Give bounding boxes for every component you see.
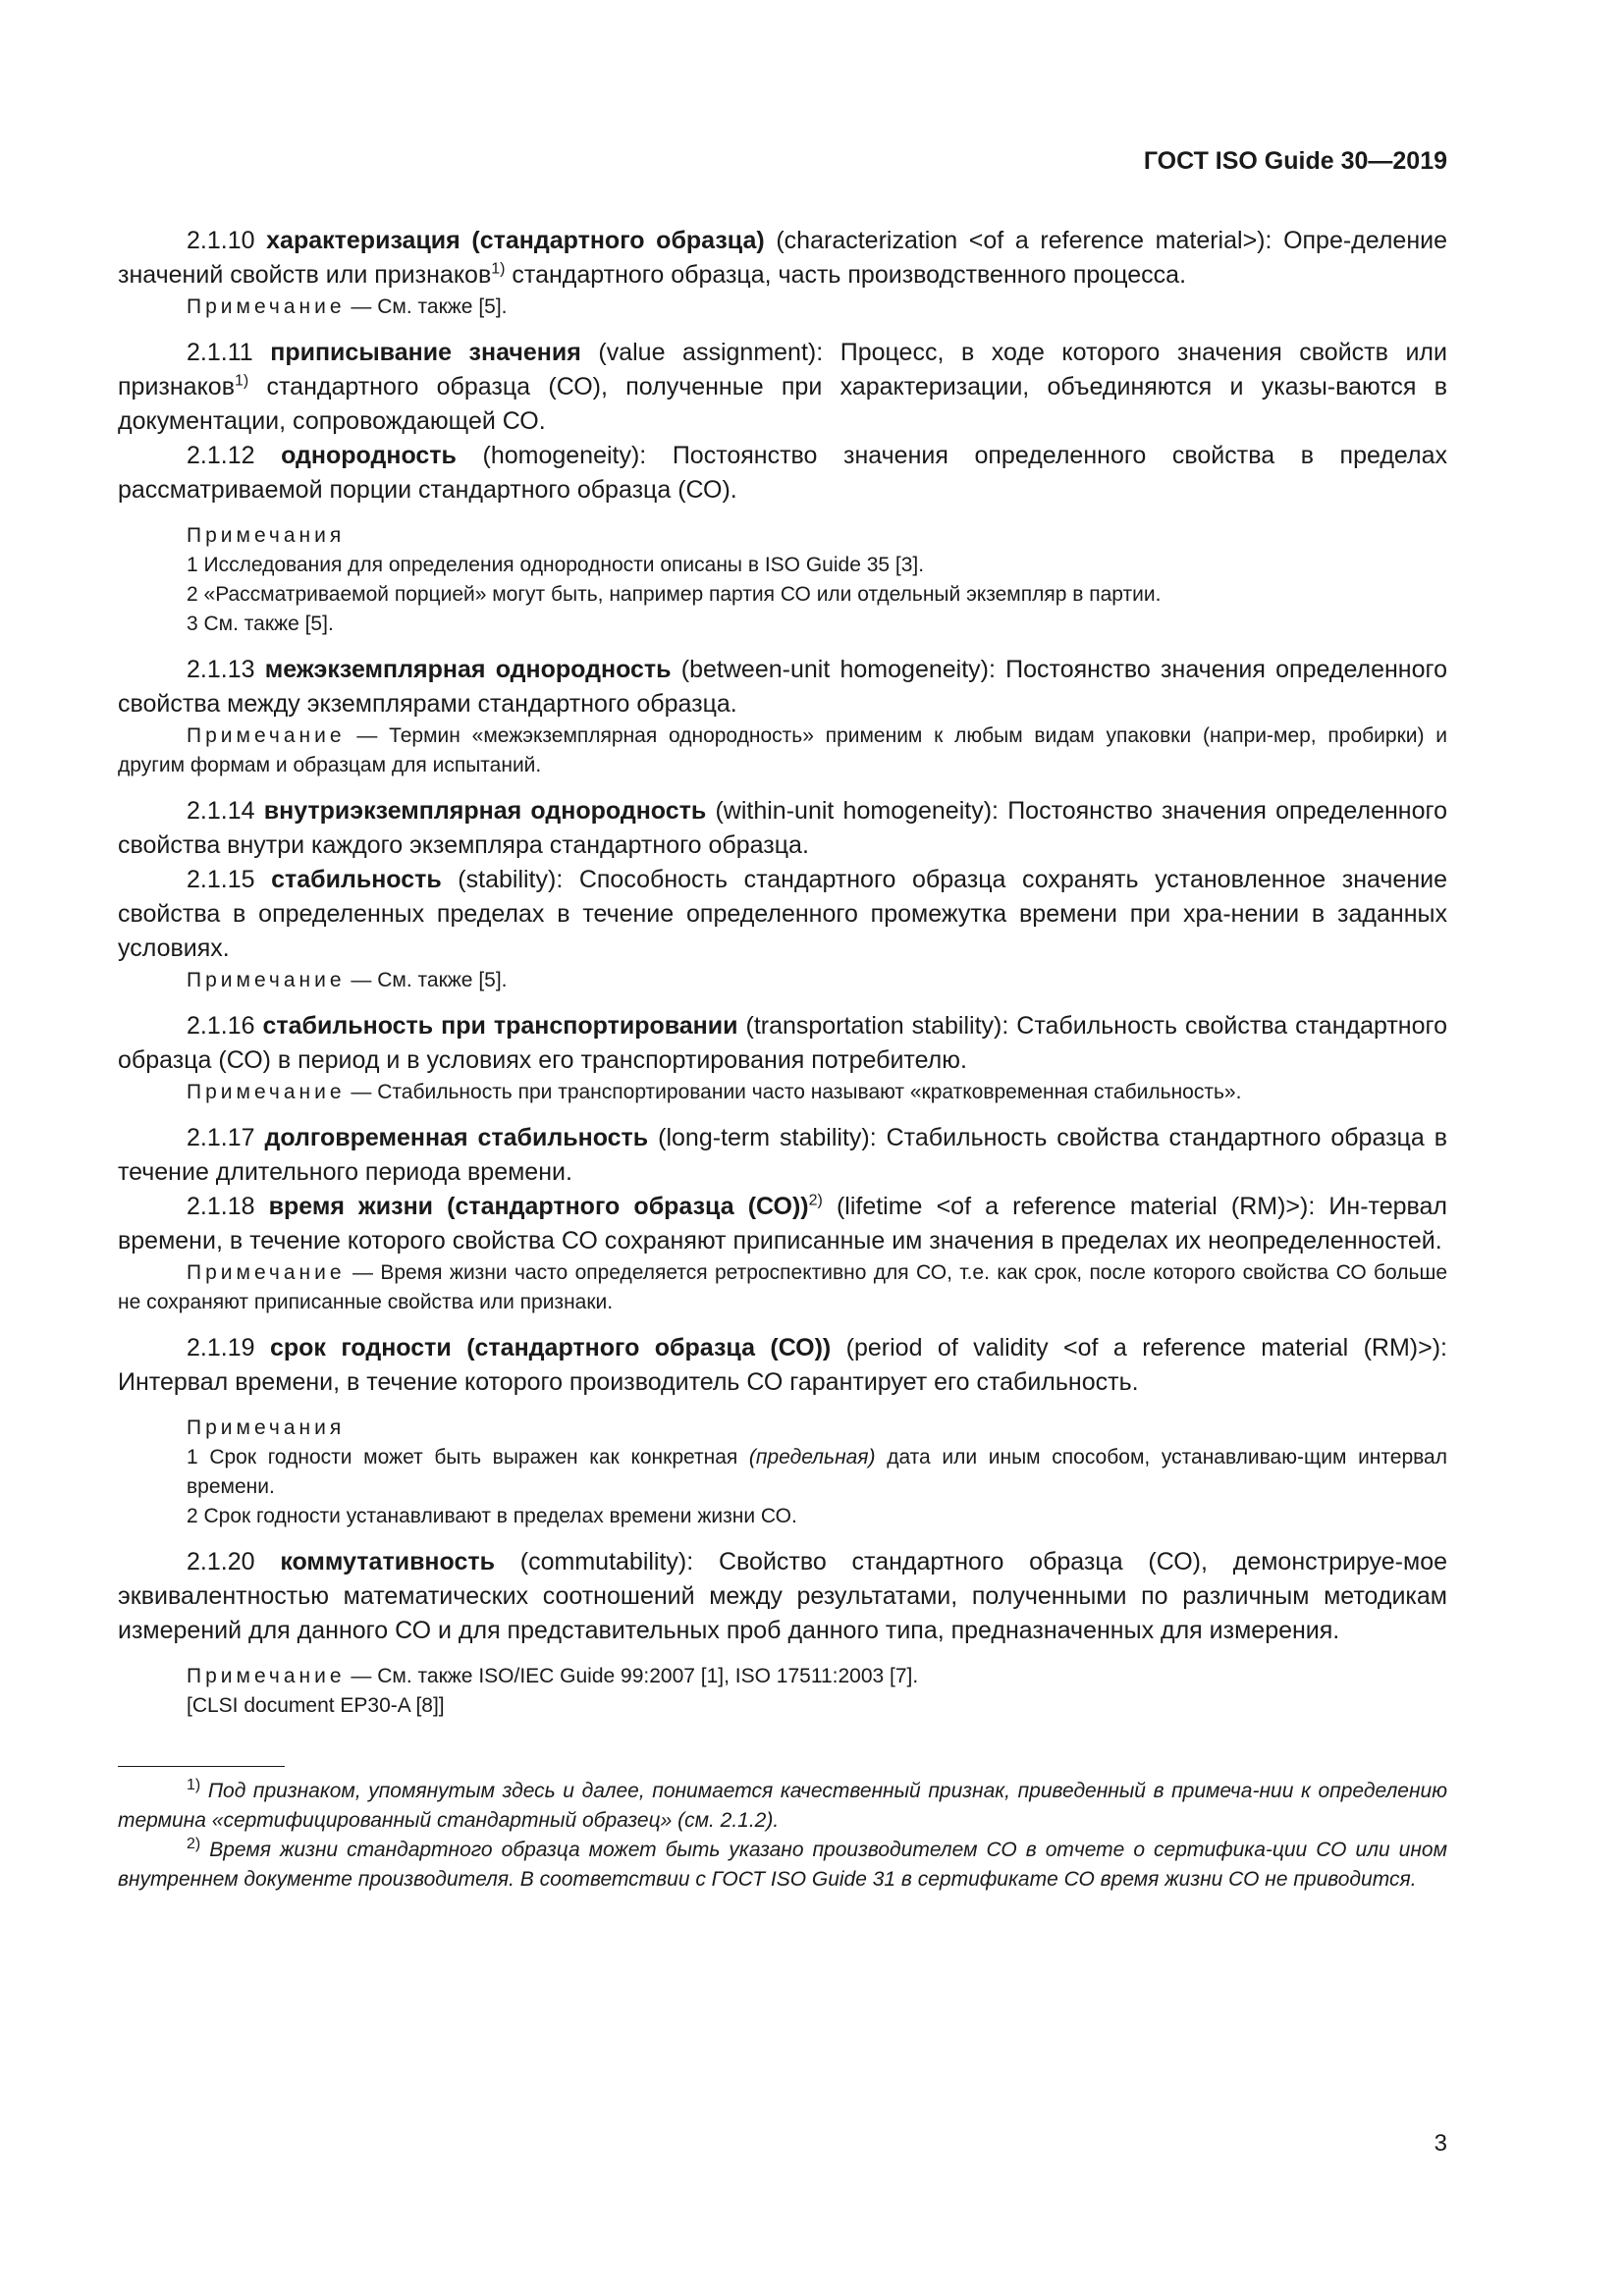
note-2-1-10: Примечание — См. также [5]. <box>187 295 508 318</box>
notes-2-1-19: Примечания 1 Срок годности может быть выражен как конкретная (предельная) дата или иным способом, устанавливаю-щим интервал времени. 2 Срок годности устанавливают в пределах времени жизни СО. <box>118 1414 1447 1531</box>
note-2-1-13: Примечание — Термин «межэкземплярная однородность» применим к любым видам упаковки (напри-мер, пробирки) и другим формам и образцам для испытаний. <box>118 724 1447 776</box>
list-item: 1 Срок годности может быть выражен как конкретная (предельная) дата или иным способом, устанавливаю-щим интервал времени. <box>187 1446 1447 1498</box>
document-body <box>118 224 1447 1895</box>
term-2-1-13: 2.1.13 межэкземплярная однородность (between-unit homogeneity): Постоянство значения определенного свойства между экземплярами стандартного образца. <box>118 656 1447 718</box>
note-2-1-15: Примечание — См. также [5]. <box>187 969 508 991</box>
page-number: 3 <box>1434 2130 1447 2157</box>
term-2-1-17: 2.1.17 долговременная стабильность (long-term stability): Стабильность свойства стандартного образца в течение длительного периода времени. <box>118 1124 1447 1186</box>
term-2-1-10: 2.1.10 характеризация (стандартного образца) (characterization <of a reference material>): Опре-деление значений свойств или признаков$^{1)}$ стандартного образца, часть производственного процесса. <box>118 227 1448 289</box>
footnote-2: $^{2)}$ Время жизни стандартного образца может быть указано производителем СО в отчете о сертифика-ции СО или ином внутреннем документе производителя. В соответствии с ГОСТ ISO Guide 31 в сертификате СО время жизни СО не приводится. <box>118 1836 1447 1891</box>
term-2-1-19: 2.1.19 срок годности (стандартного образца (СО)) (period of validity <of a reference material (RM)>): Интервал времени, в течение которого производитель СО гарантирует его стабильность. <box>118 1334 1447 1396</box>
term-2-1-15: 2.1.15 стабильность (stability): Способность стандартного образца сохранять установленное значение свойства в определенных пределах в течение определенного промежутка времени при хра-нении в заданных условиях. <box>118 866 1447 962</box>
footnote-1: $^{1)}$ Под признаком, упомянутым здесь и далее, понимается качественный признак, приведенный в примеча-нии к определению термина «сертифицированный стандартный образец» (см. 2.1.2). <box>118 1777 1447 1832</box>
list-item: 3 См. также [5]. <box>187 613 334 635</box>
term-2-1-20: 2.1.20 коммутативность (commutability): Свойство стандартного образца (СО), демонстрируе-мое эквивалентностью математических соотношений между результатами, полученными по различным методикам измерений для данного СО и для представительных проб данного типа, предназначенных для измерения. <box>118 1548 1448 1644</box>
list-item: 2 Срок годности устанавливают в пределах времени жизни СО. <box>187 1505 797 1527</box>
document-header: ГОСТ ISO Guide 30—2019 <box>1143 147 1447 175</box>
term-2-1-18: 2.1.18 время жизни (стандартного образца (СО))$^{2)}$ (lifetime <of a reference material (RM)>): Ин-тервал времени, в течение которого свойства СО сохраняют приписанные им значения в пределах их неопределенностей. <box>118 1192 1447 1255</box>
note-2-1-20: Примечание — См. также ISO/IEC Guide 99:2007 [1], ISO 17511:2003 [7]. [CLSI document EP30-A [8]] <box>118 1662 1447 1721</box>
note-2-1-16: Примечание — Стабильность при транспортировании часто называют «кратковременная стабильность». <box>187 1081 1242 1103</box>
term-2-1-14: 2.1.14 внутриэкземплярная однородность (within-unit homogeneity): Постоянство значения определенного свойства внутри каждого экземпляра стандартного образца. <box>118 797 1447 859</box>
term-2-1-16: 2.1.16 стабильность при транспортировании (transportation stability): Стабильность свойства стандартного образца (СО) в период и в условиях его транспортирования потребителю. <box>118 1012 1447 1074</box>
term-2-1-12: 2.1.12 однородность (homogeneity): Постоянство значения определенного свойства в пределах рассматриваемой порции стандартного образца (СО). <box>118 442 1447 504</box>
source-reference: [CLSI document EP30-A [8]] <box>187 1694 445 1717</box>
notes-2-1-12: Примечания 1 Исследования для определения однородности описаны в ISO Guide 35 [3]. 2 «Рассматриваемой порцией» могут быть, например партия СО или отдельный экземпляр в партии. 3 См. также [5]. <box>118 521 1447 639</box>
footnote-divider <box>118 1766 285 1767</box>
term-2-1-11: 2.1.11 приписывание значения (value assignment): Процесс, в ходе которого значения свойств или признаков$^{1)}$ стандартного образца (СО), полученные при характеризации, объединяются и указы-ваются в документации, сопровождающей СО. <box>118 339 1447 435</box>
list-item: 1 Исследования для определения однородности описаны в ISO Guide 35 [3]. <box>187 554 925 576</box>
list-item: 2 «Рассматриваемой порцией» могут быть, например партия СО или отдельный экземпляр в партии. <box>187 583 1162 606</box>
note-2-1-18: Примечание — Время жизни часто определяется ретроспективно для СО, т.е. как срок, после которого свойства СО больше не сохраняют приписанные свойства или признаки. <box>118 1261 1447 1313</box>
